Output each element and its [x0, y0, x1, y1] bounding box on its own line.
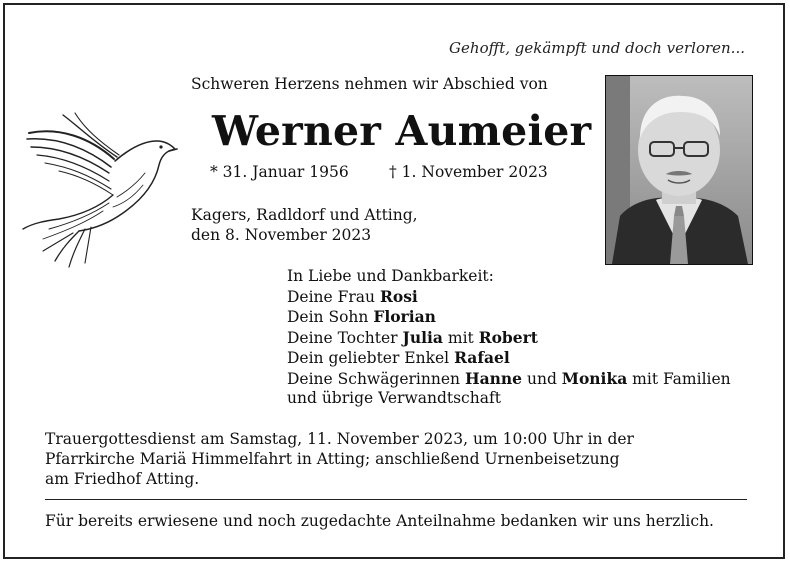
mourner-name: Hanne [464, 368, 523, 388]
relation-label: Dein Sohn [287, 308, 374, 326]
relation-label: Deine Frau [287, 287, 380, 306]
service-line: Trauergottesdienst am Samstag, 11. November 2023, um 10:00 Uhr in der [45, 430, 634, 448]
mourner-sisters-in-law [287, 369, 731, 390]
funeral-service-info [45, 429, 634, 489]
place-line: Kagers, Radldorf und Atting, [191, 206, 418, 224]
mourners-list [287, 267, 731, 409]
mourner-relatives: und übrige Verwandtschaft [287, 389, 501, 407]
connector-text: mit [442, 328, 479, 347]
intro-line: Schweren Herzens nehmen wir Abschied von [191, 75, 548, 93]
mourner-name: Monika [561, 368, 628, 388]
service-line: Pfarrkirche Mariä Himmelfahrt in Atting; anschließend Urnenbeisetzung [45, 450, 620, 468]
mourner-name: Robert [478, 327, 538, 347]
mourner-son [287, 307, 731, 328]
obituary-notice [3, 3, 785, 559]
mourner-grandson [287, 348, 731, 369]
mourner-name: Rafael [454, 348, 510, 367]
thanks-line: Für bereits erwiesene und noch zugedachte Anteilnahme bedanken wir uns herzlich. [45, 512, 714, 530]
dove-icon [19, 111, 179, 271]
mourner-wife [287, 287, 731, 308]
mourner-name: Florian [373, 307, 436, 326]
date-line: den 8. November 2023 [191, 226, 372, 244]
deceased-name: Werner Aumeier [212, 107, 592, 155]
place-and-date [191, 205, 418, 245]
service-line: am Friedhof Atting. [45, 470, 200, 488]
relation-label: Deine Schwägerinnen [287, 369, 465, 388]
mourner-name: Julia [402, 327, 443, 347]
portrait-photo [605, 75, 753, 265]
mourner-name: Rosi [379, 286, 418, 306]
divider [45, 499, 747, 500]
motto: Gehofft, gekämpft und doch verloren... [449, 39, 745, 57]
connector-text: und [522, 369, 562, 388]
relation-label: Dein geliebter Enkel [287, 349, 455, 367]
death-date: † 1. November 2023 [389, 163, 548, 181]
mourners-intro: In Liebe und Dankbarkeit: [287, 267, 494, 285]
mourner-daughter [287, 328, 731, 349]
birth-date: * 31. Januar 1956 [210, 163, 349, 181]
relation-label: Deine Tochter [287, 328, 403, 347]
connector-text: mit Familien [627, 369, 731, 388]
